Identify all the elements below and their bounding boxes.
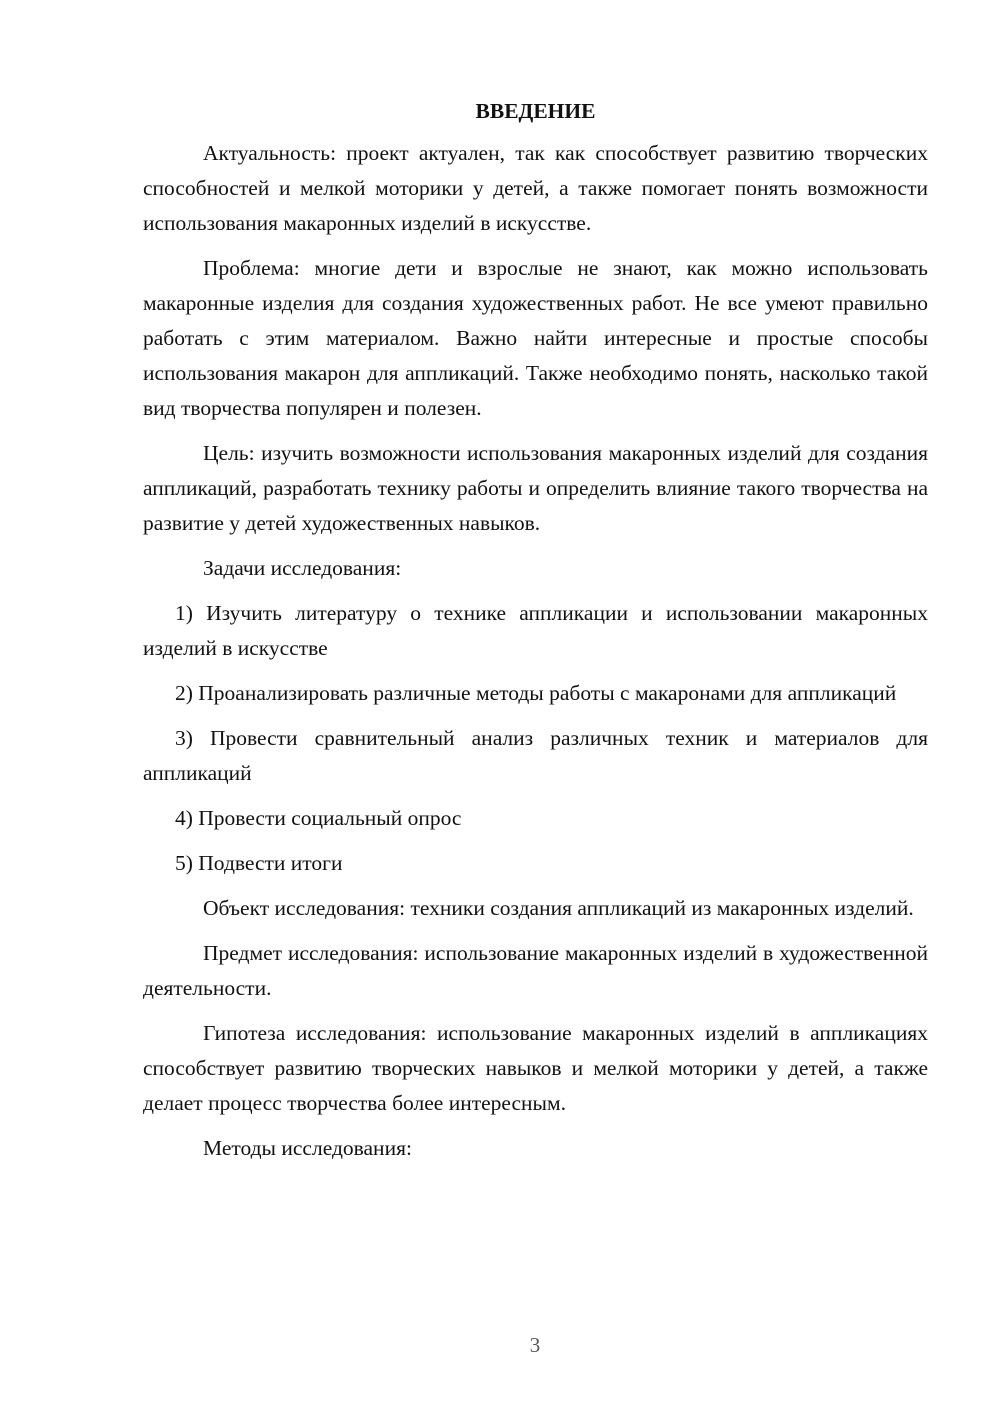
task-item: 1) Изучить литературу о технике аппликации и использовании макаронных изделий в искусстве: [143, 601, 928, 660]
methods-heading: Методы исследования:: [203, 1136, 412, 1160]
task-item: 3) Провести сравнительный анализ различных техник и материалов для аппликаций: [143, 726, 928, 785]
hypothesis-paragraph: Гипотеза исследования: использование макаронных изделий в аппликациях способствует развитию творческих навыков и мелкой моторики у детей, а также делает процесс творчества более интересным.: [143, 1021, 928, 1115]
document-body: [143, 96, 928, 1176]
relevance-paragraph: Актуальность: проект актуален, так как способствует развитию творческих способностей и мелкой моторики у детей, а также помогает понять возможности использования макаронных изделий в искусстве.: [143, 141, 928, 235]
object-paragraph: Объект исследования: техники создания аппликаций из макаронных изделий.: [203, 896, 914, 920]
task-item: 2) Проанализировать различные методы работы с макаронами для аппликаций: [175, 681, 897, 705]
tasks-list: [143, 596, 928, 881]
task-item: 5) Подвести итоги: [175, 851, 343, 875]
goal-paragraph: Цель: изучить возможности использования макаронных изделий для создания аппликаций, разработать технику работы и определить влияние такого творчества на развитие у детей художественных навыков.: [143, 441, 928, 535]
page-number: 3: [529, 1333, 541, 1357]
tasks-heading: Задачи исследования:: [203, 556, 402, 580]
problem-paragraph: Проблема: многие дети и взрослые не знают, как можно использовать макаронные изделия для создания художественных работ. Не все умеют правильно работать с этим материалом. Важно найти интересные и простые способы использования макарон для аппликаций. Также необходимо понять, насколько такой вид творчества популярен и полезен.: [143, 256, 928, 420]
task-item: 4) Провести социальный опрос: [175, 806, 462, 830]
subject-paragraph: Предмет исследования: использование макаронных изделий в художественной деятельности.: [143, 941, 928, 1000]
section-title: ВВЕДЕНИЕ: [475, 99, 596, 123]
